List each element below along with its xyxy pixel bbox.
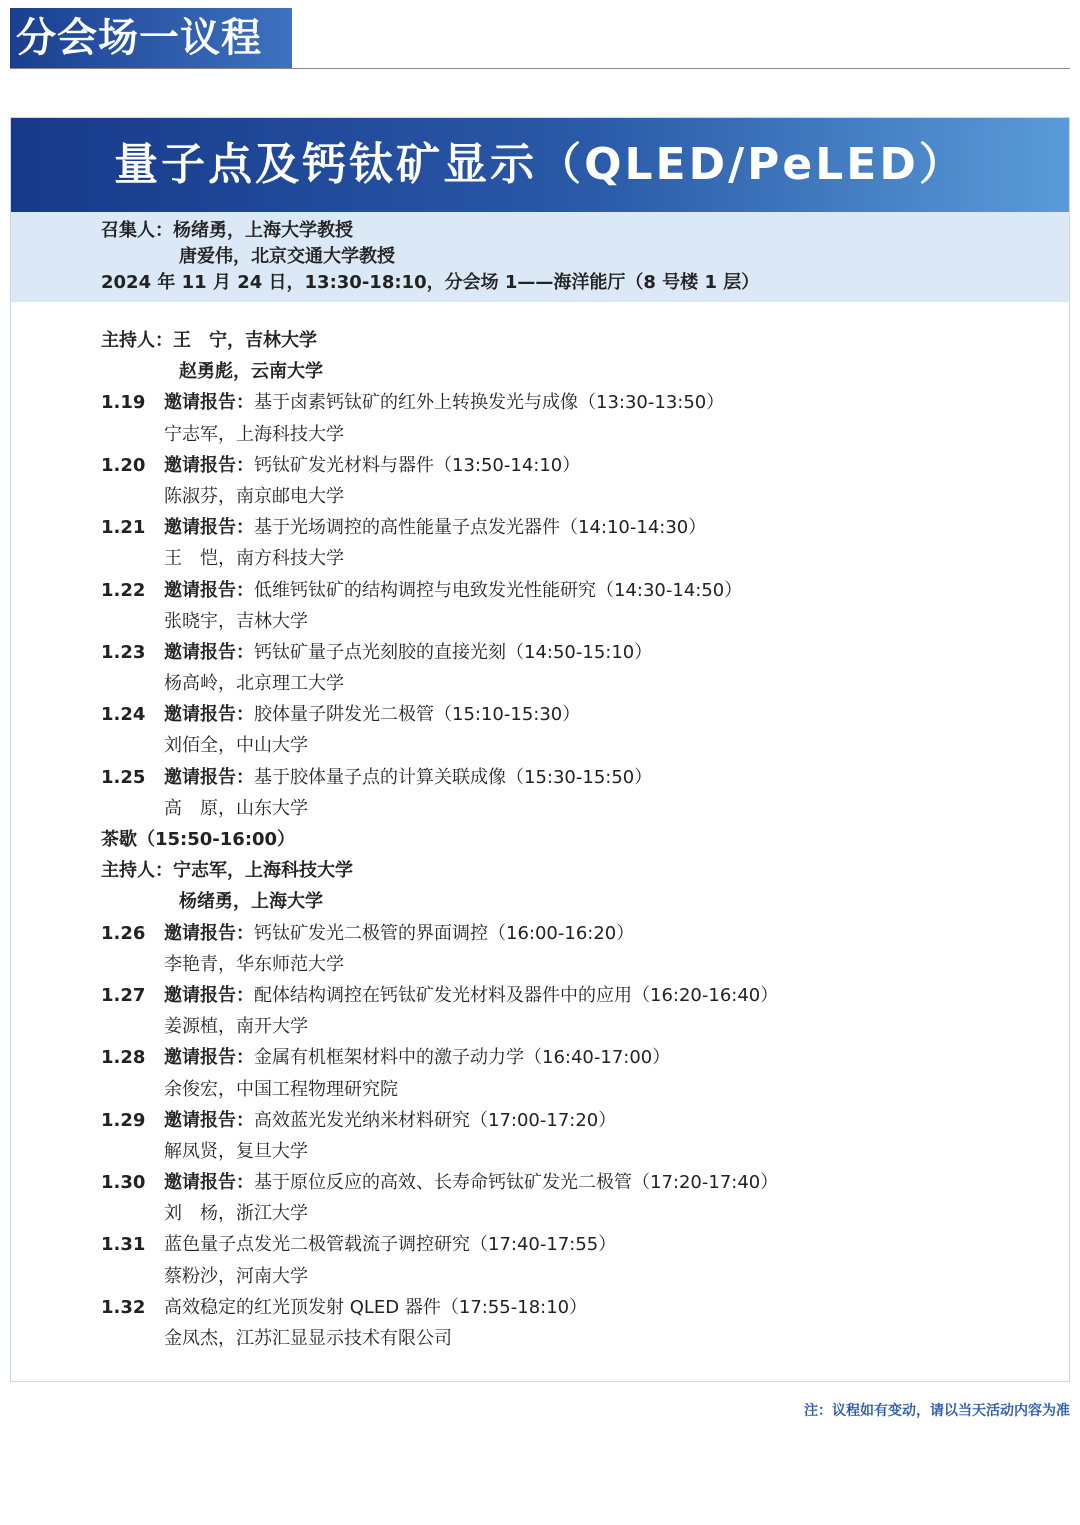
talk-title: 钙钛矿量子点光刻胶的直接光刻（14:50-15:10） <box>254 641 653 663</box>
talk-kind: 邀请报告： <box>164 984 254 1006</box>
talk-title: 基于原位反应的高效、长寿命钙钛矿发光二极管（17:20-17:40） <box>254 1172 779 1194</box>
talk-title: 钙钛矿发光材料与器件（13:50-14:10） <box>254 454 581 476</box>
talk-row <box>101 699 1069 730</box>
host-label: 主持人： <box>101 860 173 882</box>
talk-kind: 邀请报告： <box>164 1172 254 1194</box>
host-name: 王 宁，吉林大学 <box>173 330 317 351</box>
talk-speaker: 刘佰全，中山大学 <box>164 735 308 757</box>
talk-speaker: 杨高岭，北京理工大学 <box>164 673 344 695</box>
talk-kind: 邀请报告： <box>164 1109 254 1131</box>
talk-kind: 邀请报告： <box>164 517 254 539</box>
convener-name: 唐爱伟，北京交通大学教授 <box>179 246 395 267</box>
talk-number: 1.23 <box>101 641 146 663</box>
talk-row <box>101 387 1069 418</box>
talk-speaker: 解凤贤，复旦大学 <box>164 1140 308 1162</box>
talk-speaker: 李艳青，华东师范大学 <box>164 953 344 975</box>
session-datetime: 2024 年 11 月 24 日，13:30-18:10，分会场 1——海洋能厅（8 号楼 1 层） <box>101 272 760 293</box>
talk-speaker: 余俊宏，中国工程物理研究院 <box>164 1078 398 1100</box>
talk-number: 1.28 <box>101 1047 146 1069</box>
tea-break: 茶歇（15:50-16:00） <box>101 829 296 850</box>
convener-row-2 <box>101 244 1069 270</box>
talk-number: 1.19 <box>101 392 146 414</box>
talk-number: 1.25 <box>101 766 146 788</box>
host-name: 赵勇彪，云南大学 <box>179 361 323 383</box>
convener-label: 召集人： <box>101 220 173 241</box>
talk-row <box>101 512 1069 543</box>
talk-row <box>101 1229 1069 1260</box>
talk-speaker: 金凤杰，江苏汇显显示技术有限公司 <box>164 1328 452 1349</box>
talk-row <box>101 450 1069 481</box>
top-divider <box>10 68 1070 69</box>
talk-row <box>101 637 1069 668</box>
talk-title: 金属有机框架材料中的激子动力学（16:40-17:00） <box>254 1047 671 1069</box>
host-row <box>101 855 1069 886</box>
talk-kind: 邀请报告： <box>164 766 254 788</box>
convener-name: 杨绪勇，上海大学教授 <box>173 220 353 241</box>
talk-row <box>101 762 1069 793</box>
footer-note: 注：议程如有变动，请以当天活动内容为准 <box>804 1403 1070 1419</box>
talk-number: 1.21 <box>101 517 146 539</box>
convener-block <box>11 212 1069 302</box>
agenda-card <box>10 117 1070 1382</box>
talk-speaker: 姜源植，南开大学 <box>164 1016 308 1038</box>
schedule <box>101 325 1069 1354</box>
talk-number: 1.20 <box>101 454 146 476</box>
talk-number: 1.29 <box>101 1109 146 1131</box>
talk-speaker: 宁志军，上海科技大学 <box>164 423 344 445</box>
talk-title: 胶体量子阱发光二极管（15:10-15:30） <box>254 704 581 726</box>
talk-number: 1.24 <box>101 704 146 726</box>
talk-speaker: 刘 杨，浙江大学 <box>164 1203 308 1225</box>
talk-title: 低维钙钛矿的结构调控与电致发光性能研究（14:30-14:50） <box>254 579 743 601</box>
talk-kind: 邀请报告： <box>164 641 254 663</box>
talk-speaker: 陈淑芬，南京邮电大学 <box>164 485 344 507</box>
talk-kind: 邀请报告： <box>164 579 254 601</box>
talk-number: 1.30 <box>101 1172 146 1194</box>
talk-speaker: 蔡粉沙，河南大学 <box>164 1265 308 1287</box>
talk-number: 1.31 <box>101 1234 146 1256</box>
talk-kind: 邀请报告： <box>164 1047 254 1069</box>
talk-kind: 邀请报告： <box>164 704 254 726</box>
talk-speaker: 张晓宇，吉林大学 <box>164 610 308 632</box>
talk-number: 1.22 <box>101 579 146 601</box>
talk-kind: 邀请报告： <box>164 454 254 476</box>
talk-speaker: 高 原，山东大学 <box>164 797 308 819</box>
talk-title: 高效蓝光发光纳米材料研究（17:00-17:20） <box>254 1109 617 1131</box>
talk-title: 基于光场调控的高性能量子点发光器件（14:10-14:30） <box>254 517 707 539</box>
talk-row <box>101 1167 1069 1198</box>
talk-row <box>101 918 1069 949</box>
talk-kind: 邀请报告： <box>164 392 254 414</box>
talk-title: 基于胶体量子点的计算关联成像（15:30-15:50） <box>254 766 653 788</box>
section-tag: 分会场一议程 <box>10 8 292 68</box>
talk-title: 钙钛矿发光二极管的界面调控（16:00-16:20） <box>254 922 635 944</box>
convener-row-1 <box>101 218 1069 244</box>
talk-row <box>101 575 1069 606</box>
talk-number: 1.32 <box>101 1296 146 1318</box>
host-label: 主持人： <box>101 330 173 351</box>
talk-kind: 邀请报告： <box>164 922 254 944</box>
talk-title: 配体结构调控在钙钛矿发光材料及器件中的应用（16:20-16:40） <box>254 984 779 1006</box>
host-row <box>101 325 1069 356</box>
talk-row <box>101 1042 1069 1073</box>
talk-row <box>101 980 1069 1011</box>
talk-title: 蓝色量子点发光二极管载流子调控研究（17:40-17:55） <box>164 1234 617 1256</box>
host-name: 杨绪勇，上海大学 <box>179 891 323 913</box>
host-name: 宁志军，上海科技大学 <box>173 860 353 882</box>
talk-title: 基于卤素钙钛矿的红外上转换发光与成像（13:30-13:50） <box>254 392 725 414</box>
talk-title: 高效稳定的红光顶发射 QLED 器件（17:55-18:10） <box>164 1296 588 1318</box>
host-row <box>101 356 1069 387</box>
talk-speaker: 王 恺，南方科技大学 <box>164 548 344 570</box>
talk-number: 1.27 <box>101 984 146 1006</box>
banner-title: 量子点及钙钛矿显示（QLED/PeLED） <box>11 118 1069 212</box>
host-row <box>101 886 1069 917</box>
talk-row <box>101 1292 1069 1323</box>
talk-row <box>101 1105 1069 1136</box>
talk-number: 1.26 <box>101 922 146 944</box>
